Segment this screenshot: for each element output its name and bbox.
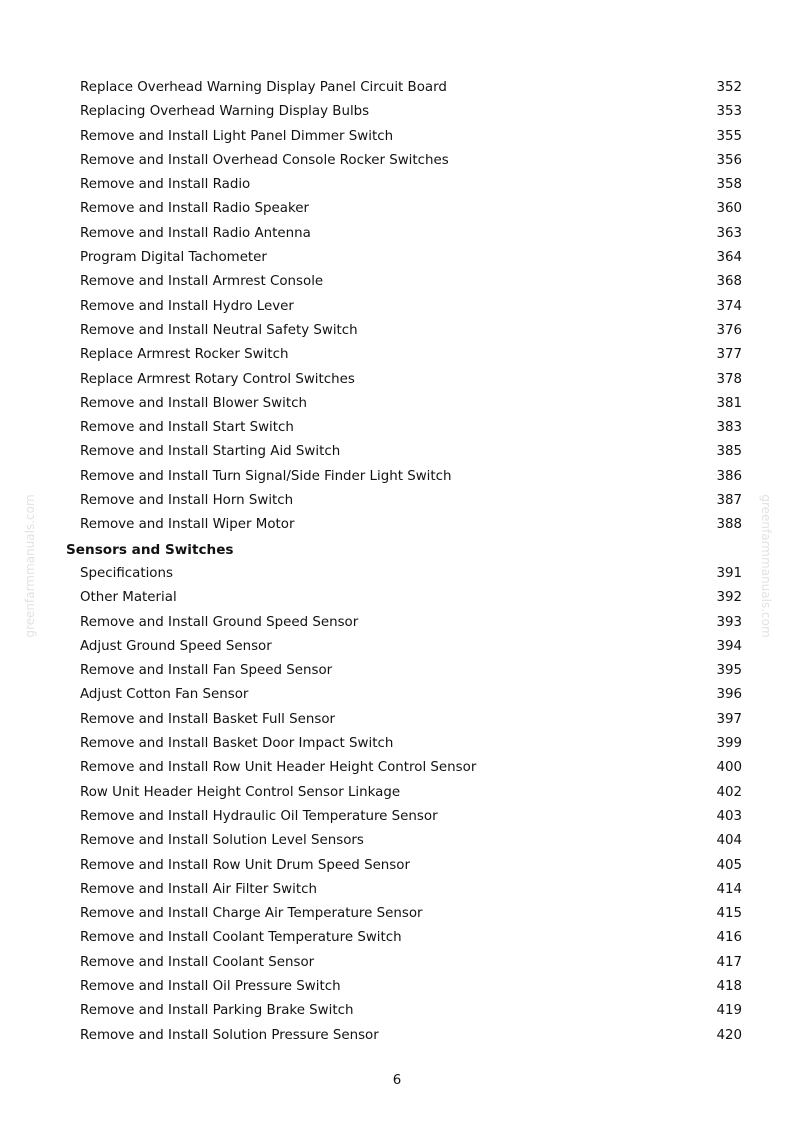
toc-entry-page-number: 402 bbox=[716, 784, 742, 800]
toc-section-heading[interactable] bbox=[0, 538, 794, 562]
toc-entry[interactable] bbox=[0, 125, 794, 149]
toc-entry-page-number: 392 bbox=[716, 590, 742, 606]
toc-entry-title: Remove and Install Light Panel Dimmer Switch bbox=[80, 128, 394, 144]
toc-entry[interactable] bbox=[0, 440, 794, 464]
toc-entry-page-number: 355 bbox=[716, 128, 742, 144]
toc-entry[interactable] bbox=[0, 1024, 794, 1048]
toc-entry-page-number: 360 bbox=[716, 201, 742, 217]
toc-entry-title: Remove and Install Hydro Lever bbox=[80, 298, 294, 314]
toc-entry-page-number: 400 bbox=[716, 760, 742, 776]
toc-entry-title: Replace Armrest Rotary Control Switches bbox=[80, 371, 355, 387]
toc-entry-title: Remove and Install Row Unit Header Height Control Sensor bbox=[80, 760, 477, 776]
toc-entry-page-number: 395 bbox=[716, 663, 742, 679]
toc-entry[interactable] bbox=[0, 635, 794, 659]
watermark-left: greenfarmmanuals.com bbox=[23, 494, 37, 638]
toc-entry[interactable] bbox=[0, 611, 794, 635]
toc-entry-title: Remove and Install Oil Pressure Switch bbox=[80, 978, 341, 994]
toc-entry-page-number: 420 bbox=[716, 1027, 742, 1043]
toc-entry-title: Specifications bbox=[80, 565, 173, 581]
toc-entry-page-number: 418 bbox=[716, 978, 742, 994]
toc-entry-page-number: 396 bbox=[716, 687, 742, 703]
toc-entry[interactable] bbox=[0, 902, 794, 926]
toc-entry-title: Remove and Install Armrest Console bbox=[80, 274, 324, 290]
toc-entry-title: Remove and Install Row Unit Drum Speed Sensor bbox=[80, 857, 410, 873]
toc-entry[interactable] bbox=[0, 76, 794, 100]
toc-entry-title: Replacing Overhead Warning Display Bulbs bbox=[80, 104, 370, 120]
section-title: Sensors and Switches bbox=[66, 541, 234, 558]
toc-entry-title: Remove and Install Solution Level Sensors bbox=[80, 833, 364, 849]
toc-entry[interactable] bbox=[0, 343, 794, 367]
toc-entry-page-number: 358 bbox=[716, 177, 742, 193]
toc-entry-page-number: 414 bbox=[716, 881, 742, 897]
toc-entry[interactable] bbox=[0, 392, 794, 416]
toc-entry-title: Remove and Install Ground Speed Sensor bbox=[80, 614, 359, 630]
toc-entry-page-number: 404 bbox=[716, 833, 742, 849]
toc-entry-page-number: 383 bbox=[716, 420, 742, 436]
toc-entry-page-number: 417 bbox=[716, 954, 742, 970]
toc-entry-title: Remove and Install Coolant Temperature Switch bbox=[80, 930, 402, 946]
toc-entry[interactable] bbox=[0, 708, 794, 732]
toc-entry-page-number: 387 bbox=[716, 493, 742, 509]
toc-entry-title: Remove and Install Charge Air Temperature Sensor bbox=[80, 906, 423, 922]
toc-entry-title: Adjust Cotton Fan Sensor bbox=[80, 687, 249, 703]
toc-entry-title: Other Material bbox=[80, 590, 177, 606]
toc-entry[interactable] bbox=[0, 368, 794, 392]
toc-entry-page-number: 376 bbox=[716, 322, 742, 338]
toc-entry-page-number: 385 bbox=[716, 444, 742, 460]
toc-entry[interactable] bbox=[0, 149, 794, 173]
toc-entry[interactable] bbox=[0, 805, 794, 829]
toc-entry-title: Remove and Install Horn Switch bbox=[80, 493, 294, 509]
toc-entry[interactable] bbox=[0, 513, 794, 537]
toc-entry-page-number: 368 bbox=[716, 274, 742, 290]
toc-entry-title: Remove and Install Basket Door Impact Switch bbox=[80, 736, 394, 752]
toc-entry[interactable] bbox=[0, 732, 794, 756]
toc-entry-page-number: 388 bbox=[716, 517, 742, 533]
toc-entry-page-number: 397 bbox=[716, 711, 742, 727]
toc-entry-page-number: 352 bbox=[716, 80, 742, 95]
toc-entry-page-number: 374 bbox=[716, 298, 742, 314]
toc-entry[interactable] bbox=[0, 756, 794, 780]
toc-entry-title: Remove and Install Fan Speed Sensor bbox=[80, 663, 333, 679]
toc-entry-title: Remove and Install Hydraulic Oil Temperature Sensor bbox=[80, 808, 438, 824]
toc-entry[interactable] bbox=[0, 295, 794, 319]
toc-entry[interactable] bbox=[0, 270, 794, 294]
toc-entry-title: Row Unit Header Height Control Sensor Linkage bbox=[80, 784, 401, 800]
toc-entries-group bbox=[0, 76, 794, 538]
toc-entry-page-number: 403 bbox=[716, 808, 742, 824]
toc-entry-title: Remove and Install Radio bbox=[80, 177, 251, 193]
toc-entry[interactable] bbox=[0, 999, 794, 1023]
toc-entry-title: Remove and Install Neutral Safety Switch bbox=[80, 322, 358, 338]
toc-entry-title: Remove and Install Wiper Motor bbox=[80, 517, 295, 533]
toc-entry-page-number: 386 bbox=[716, 468, 742, 484]
toc-entry[interactable] bbox=[0, 659, 794, 683]
toc-entry[interactable] bbox=[0, 926, 794, 950]
toc-entry-page-number: 394 bbox=[716, 638, 742, 654]
page-number: 6 bbox=[392, 1073, 402, 1088]
toc-entry[interactable] bbox=[0, 829, 794, 853]
toc-entry-title: Remove and Install Overhead Console Rocker Switches bbox=[80, 152, 449, 168]
toc-entry-page-number: 393 bbox=[716, 614, 742, 630]
toc-entry-title: Remove and Install Blower Switch bbox=[80, 395, 307, 411]
toc-entry[interactable] bbox=[0, 416, 794, 440]
toc-entry-title: Replace Overhead Warning Display Panel Circuit Board bbox=[80, 80, 447, 95]
toc-entry[interactable] bbox=[0, 246, 794, 270]
toc-entry-page-number: 363 bbox=[716, 225, 742, 241]
toc-entry-page-number: 378 bbox=[716, 371, 742, 387]
toc-entry[interactable] bbox=[0, 878, 794, 902]
toc-entry-page-number: 399 bbox=[716, 736, 742, 752]
toc-entry-title: Remove and Install Radio Antenna bbox=[80, 225, 311, 241]
toc-entry-page-number: 353 bbox=[716, 104, 742, 120]
toc-entry-page-number: 419 bbox=[716, 1003, 742, 1019]
toc-entry-page-number: 364 bbox=[716, 250, 742, 266]
toc-entry[interactable] bbox=[0, 781, 794, 805]
toc-entry[interactable] bbox=[0, 319, 794, 343]
toc-entry-page-number: 405 bbox=[716, 857, 742, 873]
toc-entry[interactable] bbox=[0, 173, 794, 197]
toc-entry-title: Remove and Install Air Filter Switch bbox=[80, 881, 317, 897]
toc-entry-title: Remove and Install Start Switch bbox=[80, 420, 294, 436]
toc-entry-title: Remove and Install Coolant Sensor bbox=[80, 954, 315, 970]
toc-entry[interactable] bbox=[0, 586, 794, 610]
toc-entry-title: Remove and Install Radio Speaker bbox=[80, 201, 309, 217]
toc-entry-page-number: 415 bbox=[716, 906, 742, 922]
toc-entry-page-number: 377 bbox=[716, 347, 742, 363]
toc-entry-page-number: 381 bbox=[716, 395, 742, 411]
toc-entry[interactable] bbox=[0, 951, 794, 975]
toc-entry-title: Program Digital Tachometer bbox=[80, 250, 267, 266]
toc-entry-title: Remove and Install Solution Pressure Sensor bbox=[80, 1027, 379, 1043]
toc-entry[interactable] bbox=[0, 100, 794, 124]
toc-entry[interactable] bbox=[0, 683, 794, 707]
toc-entry[interactable] bbox=[0, 465, 794, 489]
toc-entry[interactable] bbox=[0, 854, 794, 878]
watermark-right: greenfarmmanuals.com bbox=[759, 494, 773, 638]
toc-entry-title: Remove and Install Starting Aid Switch bbox=[80, 444, 341, 460]
toc-section-entries-group bbox=[0, 562, 794, 1048]
toc-entry[interactable] bbox=[0, 197, 794, 221]
toc-entry-title: Adjust Ground Speed Sensor bbox=[80, 638, 272, 654]
toc-entry-page-number: 391 bbox=[716, 565, 742, 581]
toc-entry-title: Replace Armrest Rocker Switch bbox=[80, 347, 289, 363]
toc-entry-title: Remove and Install Parking Brake Switch bbox=[80, 1003, 354, 1019]
toc-entry-page-number: 416 bbox=[716, 930, 742, 946]
toc-entry[interactable] bbox=[0, 489, 794, 513]
toc-entry-page-number: 356 bbox=[716, 152, 742, 168]
toc-entry[interactable] bbox=[0, 222, 794, 246]
toc-entry[interactable] bbox=[0, 562, 794, 586]
table-of-contents bbox=[0, 76, 794, 1048]
toc-entry-title: Remove and Install Turn Signal/Side Finder Light Switch bbox=[80, 468, 452, 484]
toc-entry-title: Remove and Install Basket Full Sensor bbox=[80, 711, 336, 727]
toc-entry[interactable] bbox=[0, 975, 794, 999]
